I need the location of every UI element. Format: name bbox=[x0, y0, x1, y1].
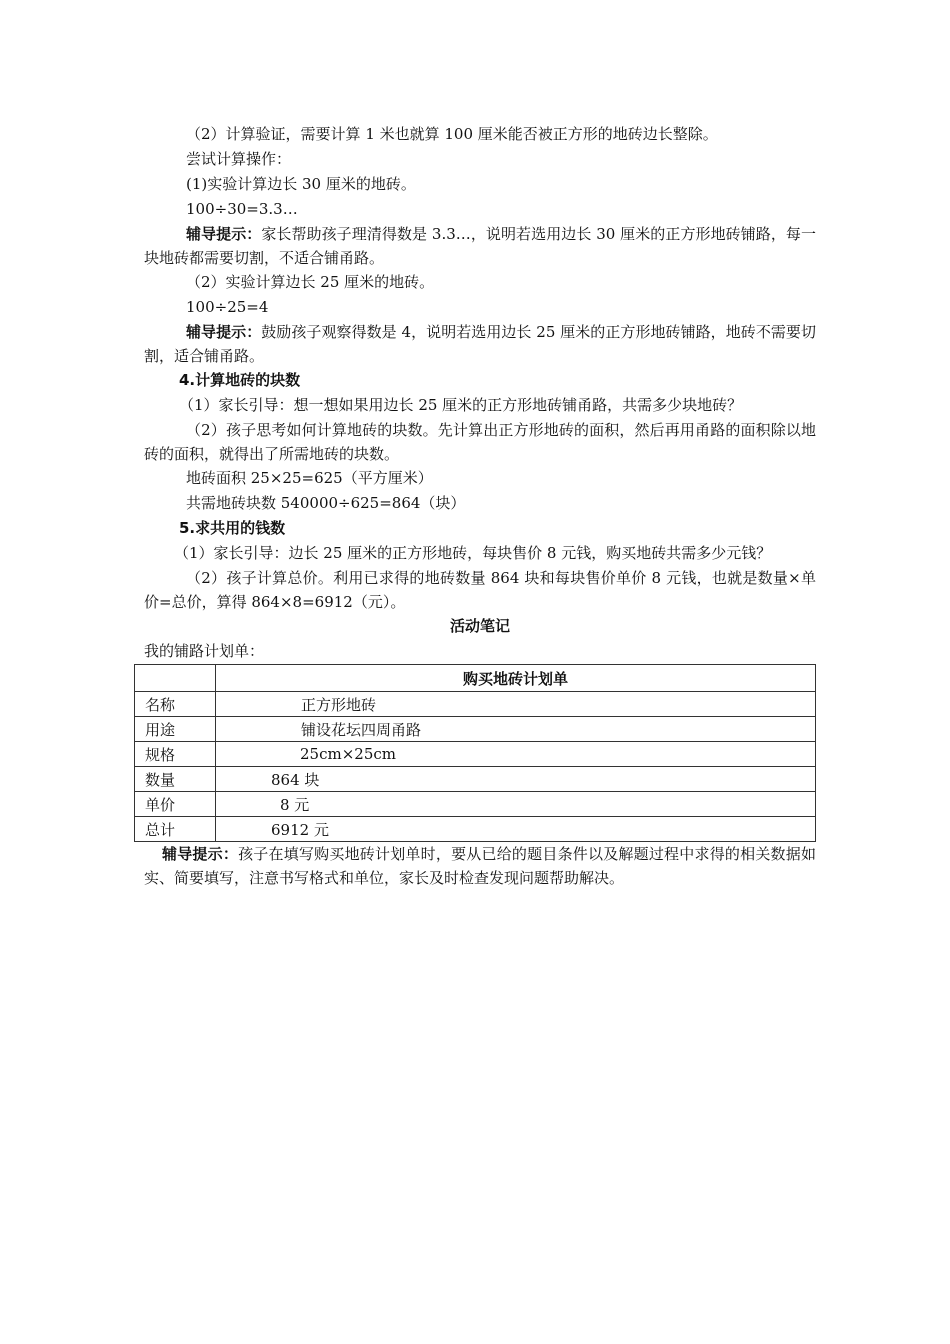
table-row bbox=[135, 817, 816, 842]
document-page bbox=[144, 120, 816, 890]
row-key: 名称 bbox=[135, 692, 216, 717]
hint-label: 辅导提示： bbox=[186, 225, 262, 243]
text-line: （1）家长引导：边长 25 厘米的正方形地砖，每块售价 8 元钱，购买地砖共需多少元钱？ bbox=[174, 544, 772, 562]
text-line: 地砖面积 25×25=625（平方厘米） bbox=[186, 469, 433, 487]
purchase-plan-table bbox=[134, 664, 816, 842]
table-row bbox=[135, 717, 816, 742]
row-value: 8 元 bbox=[216, 792, 816, 817]
hint-label: 辅导提示： bbox=[186, 323, 262, 341]
text-line: (1)实验计算边长 30 厘米的地砖。 bbox=[186, 175, 416, 193]
hint-paragraph bbox=[144, 320, 816, 368]
hint-text: 孩子在填写购买地砖计划单时，要从已给的题目条件以及解题过程中求得的相关数据如实、简要填写，注意书写格式和单位，家长及时检查发现问题帮助解决。 bbox=[144, 845, 816, 887]
plan-intro: 我的铺路计划单： bbox=[144, 642, 265, 660]
row-key: 数量 bbox=[135, 767, 216, 792]
row-key: 规格 bbox=[135, 742, 216, 767]
hint-paragraph bbox=[144, 842, 816, 890]
notes-title: 活动笔记 bbox=[449, 617, 510, 635]
row-key: 用途 bbox=[135, 717, 216, 742]
row-value: 铺设花坛四周甬路 bbox=[216, 717, 816, 742]
text-paragraph: （2）孩子计算总价。利用已求得的地砖数量 864 块和每块售价单价 8 元钱，也就是数量×单价=总价，算得 864×8=6912（元）。 bbox=[144, 569, 816, 611]
row-key: 单价 bbox=[135, 792, 216, 817]
table-cell bbox=[135, 665, 216, 692]
row-value: 6912 元 bbox=[216, 817, 816, 842]
table-row bbox=[135, 692, 816, 717]
section-heading: 5.求共用的钱数 bbox=[179, 519, 286, 537]
text-line: 尝试计算操作： bbox=[186, 150, 292, 168]
hint-text: 鼓励孩子观察得数是 4，说明若选用边长 25 厘米的正方形地砖铺路，地砖不需要切割，适合铺甬路。 bbox=[144, 323, 816, 365]
table-header-row bbox=[135, 665, 816, 692]
table-title: 购买地砖计划单 bbox=[216, 665, 816, 692]
text-line: 100÷30=3.3… bbox=[186, 200, 298, 218]
hint-paragraph bbox=[144, 222, 816, 270]
row-value: 正方形地砖 bbox=[216, 692, 816, 717]
text-paragraph: （2）孩子思考如何计算地砖的块数。先计算出正方形地砖的面积，然后再用甬路的面积除以地砖的面积，就得出了所需地砖的块数。 bbox=[144, 421, 816, 463]
text-line: 共需地砖块数 540000÷625=864（块） bbox=[186, 494, 466, 512]
row-value: 25cm×25cm bbox=[216, 742, 816, 767]
table-row bbox=[135, 767, 816, 792]
hint-label: 辅导提示： bbox=[162, 845, 239, 863]
text-line: （2）计算验证，需要计算 1 米也就算 100 厘米能否被正方形的地砖边长整除。 bbox=[186, 125, 718, 143]
table-row bbox=[135, 792, 816, 817]
section-heading: 4.计算地砖的块数 bbox=[179, 371, 301, 389]
text-line: 100÷25=4 bbox=[186, 298, 269, 316]
text-line: （1）家长引导：想一想如果用边长 25 厘米的正方形地砖铺甬路，共需多少块地砖？ bbox=[179, 396, 743, 414]
row-value: 864 块 bbox=[216, 767, 816, 792]
row-key: 总计 bbox=[135, 817, 216, 842]
hint-text: 家长帮助孩子理清得数是 3.3…，说明若选用边长 30 厘米的正方形地砖铺路，每一块地砖都需要切割，不适合铺甬路。 bbox=[144, 225, 816, 267]
table-row bbox=[135, 742, 816, 767]
text-line: （2）实验计算边长 25 厘米的地砖。 bbox=[186, 273, 435, 291]
